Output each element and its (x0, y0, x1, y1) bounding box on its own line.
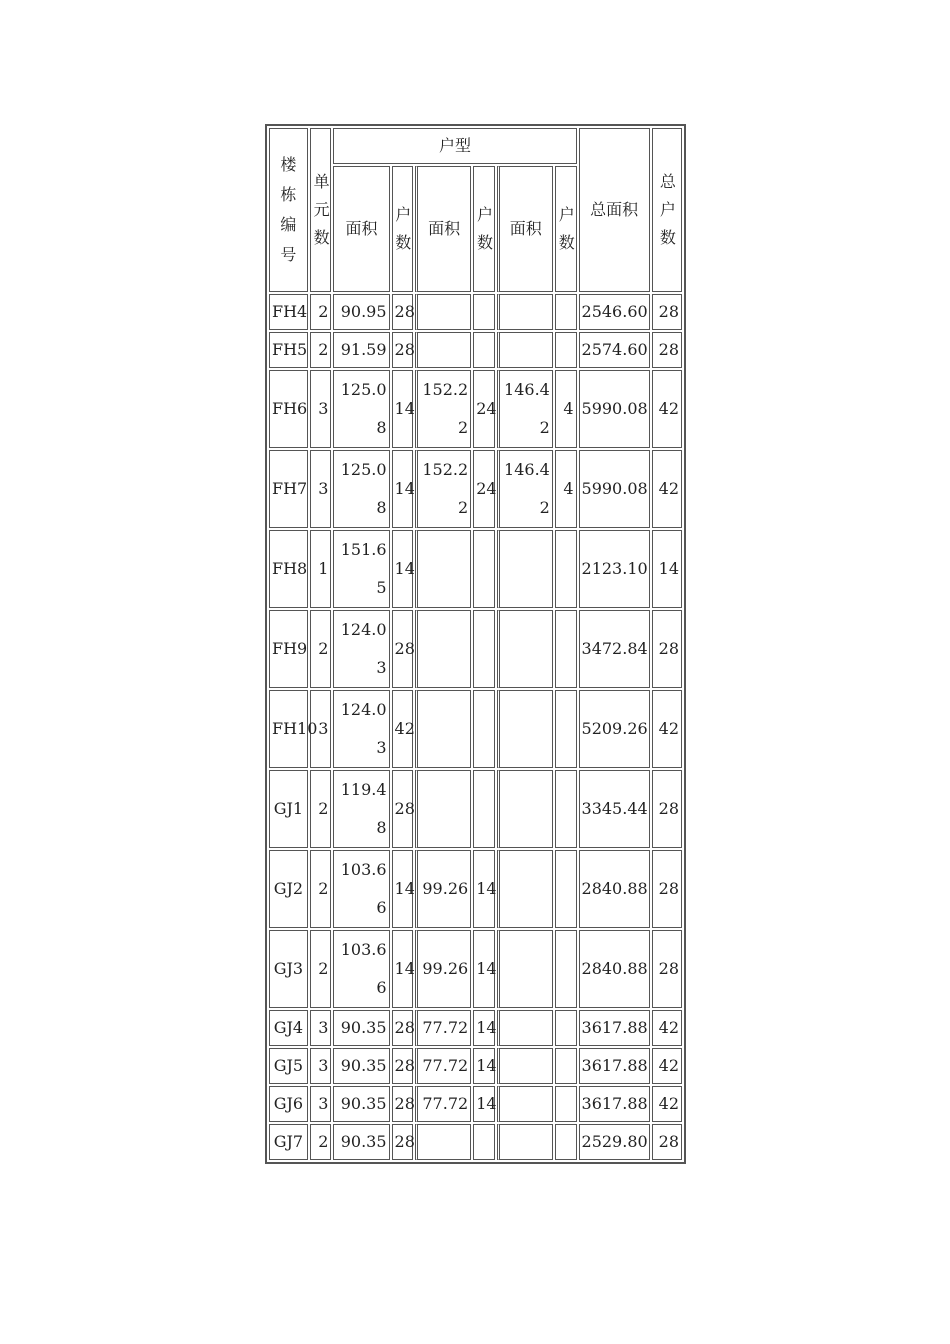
households-2-cell (473, 1124, 495, 1160)
households-3-cell (555, 930, 577, 1008)
building-cell (269, 850, 308, 928)
total-households-cell-text: 28 (658, 302, 679, 321)
area-1-cell (333, 850, 389, 928)
area-3-cell (497, 770, 553, 848)
units-cell-text: 2 (318, 302, 329, 321)
households-2-cell-text: 24 (476, 399, 497, 418)
building-cell-text: FH10 (272, 719, 318, 738)
table-row (269, 770, 682, 848)
area-2-cell (415, 770, 471, 848)
households-3-cell (555, 610, 577, 688)
area-3-cell (497, 930, 553, 1008)
area-2-cell (415, 294, 471, 330)
units-cell-text: 3 (318, 719, 329, 738)
building-cell-text: FH5 (272, 340, 308, 359)
building-cell-text: GJ5 (273, 1056, 304, 1075)
units-cell (310, 1048, 332, 1084)
total-households-cell (652, 1124, 682, 1160)
households-1-cell (392, 370, 414, 448)
area-1-cell-text: 103.66 (340, 860, 387, 917)
area-1-cell-text: 124.03 (340, 620, 387, 677)
total-households-cell (652, 530, 682, 608)
units-cell-text: 3 (318, 479, 329, 498)
households-1-cell-text: 14 (394, 879, 415, 898)
households-1-cell-text: 14 (394, 479, 415, 498)
households-1-cell (392, 332, 414, 368)
building-cell-text: GJ4 (273, 1018, 304, 1037)
total-area-cell-text: 3617.88 (581, 1094, 648, 1113)
total-households-cell-text: 42 (658, 1056, 679, 1075)
units-cell-text: 2 (318, 1132, 329, 1151)
table-row (269, 850, 682, 928)
households-2-cell (473, 1086, 495, 1122)
units-cell-text: 3 (318, 1018, 329, 1037)
building-cell-text: FH8 (272, 559, 308, 578)
households-1-cell (392, 690, 414, 768)
total-households-cell-text: 28 (658, 1132, 679, 1151)
households-1-cell (392, 850, 414, 928)
total-households-cell (652, 370, 682, 448)
unit-table-container (265, 124, 686, 1157)
households-2-cell-text: 14 (476, 879, 497, 898)
building-cell (269, 930, 308, 1008)
total-households-cell-text: 42 (658, 1018, 679, 1037)
households-2-cell-text: 14 (476, 1018, 497, 1037)
units-cell-text: 1 (318, 559, 329, 578)
households-1-cell (392, 610, 414, 688)
header-area-2: 面积 (415, 166, 471, 292)
households-2-cell (473, 332, 495, 368)
area-1-cell-text: 90.35 (340, 1094, 387, 1113)
households-3-cell (555, 770, 577, 848)
total-area-cell-text: 5990.08 (581, 479, 648, 498)
households-1-cell (392, 930, 414, 1008)
total-area-cell (579, 1086, 650, 1122)
households-2-cell (473, 850, 495, 928)
units-cell (310, 930, 332, 1008)
building-cell-text: GJ1 (273, 799, 304, 818)
total-households-cell-text: 42 (658, 399, 679, 418)
building-cell (269, 610, 308, 688)
households-1-cell-text: 28 (394, 799, 415, 818)
units-cell (310, 770, 332, 848)
units-cell (310, 294, 332, 330)
area-1-cell-text: 119.48 (340, 780, 387, 837)
header-row-1 (269, 128, 682, 164)
total-area-cell (579, 1048, 650, 1084)
units-cell-text: 3 (318, 1056, 329, 1075)
building-cell (269, 1124, 308, 1160)
households-3-cell (555, 450, 577, 528)
area-3-cell (497, 294, 553, 330)
units-cell-text: 3 (318, 1094, 329, 1113)
area-1-cell (333, 370, 389, 448)
total-households-cell (652, 610, 682, 688)
table-row (269, 1086, 682, 1122)
table-row (269, 1124, 682, 1160)
households-3-cell-text: 4 (563, 479, 574, 498)
area-3-cell (497, 610, 553, 688)
total-households-cell (652, 332, 682, 368)
area-2-cell (415, 1010, 471, 1046)
area-2-cell-text: 77.72 (422, 1056, 469, 1075)
building-cell (269, 1086, 308, 1122)
households-2-cell (473, 690, 495, 768)
households-3-cell (555, 530, 577, 608)
area-2-cell (415, 1048, 471, 1084)
households-1-cell (392, 1124, 414, 1160)
total-area-cell-text: 2529.80 (581, 1132, 648, 1151)
households-2-cell (473, 770, 495, 848)
units-cell-text: 2 (318, 799, 329, 818)
total-households-cell-text: 42 (658, 719, 679, 738)
total-households-cell (652, 294, 682, 330)
total-households-cell-text: 28 (658, 959, 679, 978)
households-1-cell-text: 42 (394, 719, 415, 738)
area-1-cell-text: 90.35 (340, 1056, 387, 1075)
area-2-cell-text: 77.72 (422, 1094, 469, 1113)
total-area-cell (579, 450, 650, 528)
total-area-cell-text: 2840.88 (581, 959, 648, 978)
building-cell-text: FH4 (272, 302, 308, 321)
total-area-cell-text: 3617.88 (581, 1018, 648, 1037)
households-1-cell-text: 28 (394, 639, 415, 658)
households-2-cell (473, 1010, 495, 1046)
total-households-cell (652, 930, 682, 1008)
total-area-cell (579, 370, 650, 448)
area-2-cell (415, 1124, 471, 1160)
area-2-cell (415, 530, 471, 608)
units-cell (310, 1124, 332, 1160)
header-households-3: 户数 (555, 166, 577, 292)
header-households-2: 户数 (473, 166, 495, 292)
area-2-cell (415, 850, 471, 928)
units-cell (310, 1010, 332, 1046)
households-1-cell (392, 1048, 414, 1084)
area-1-cell-text: 91.59 (340, 340, 387, 359)
households-1-cell-text: 28 (394, 302, 415, 321)
header-total-area: 总面积 (579, 128, 650, 292)
units-cell-text: 2 (318, 639, 329, 658)
area-2-cell-text: 152.22 (422, 380, 469, 437)
units-cell (310, 1086, 332, 1122)
table-row (269, 450, 682, 528)
households-2-cell (473, 530, 495, 608)
area-1-cell (333, 1010, 389, 1046)
area-2-cell (415, 1086, 471, 1122)
households-2-cell (473, 610, 495, 688)
area-1-cell (333, 610, 389, 688)
building-cell (269, 1048, 308, 1084)
households-2-cell (473, 450, 495, 528)
total-households-cell (652, 1086, 682, 1122)
area-1-cell (333, 770, 389, 848)
total-households-cell (652, 1048, 682, 1084)
units-cell-text: 3 (318, 399, 329, 418)
units-cell-text: 2 (318, 879, 329, 898)
area-2-cell-text: 99.26 (422, 959, 469, 978)
total-households-cell-text: 42 (658, 479, 679, 498)
area-3-cell-text: 146.42 (504, 460, 550, 517)
area-3-cell (497, 690, 553, 768)
area-1-cell (333, 930, 389, 1008)
total-area-cell-text: 5209.26 (581, 719, 648, 738)
area-1-cell-text: 125.08 (340, 380, 387, 437)
units-cell (310, 450, 332, 528)
total-area-cell (579, 1124, 650, 1160)
area-2-cell (415, 370, 471, 448)
total-households-cell-text: 28 (658, 639, 679, 658)
households-3-cell (555, 1010, 577, 1046)
households-2-cell-text: 14 (476, 1056, 497, 1075)
total-households-cell-text: 28 (658, 340, 679, 359)
area-2-cell (415, 332, 471, 368)
units-cell (310, 530, 332, 608)
area-3-cell (497, 1010, 553, 1046)
building-cell (269, 770, 308, 848)
total-area-cell-text: 5990.08 (581, 399, 648, 418)
building-cell (269, 450, 308, 528)
area-1-cell-text: 103.66 (340, 940, 387, 997)
households-3-cell (555, 332, 577, 368)
area-2-cell-text: 99.26 (422, 879, 469, 898)
table-row (269, 690, 682, 768)
total-area-cell (579, 850, 650, 928)
area-3-cell (497, 332, 553, 368)
building-cell-text: GJ3 (273, 959, 304, 978)
households-2-cell (473, 370, 495, 448)
households-1-cell-text: 14 (394, 959, 415, 978)
total-households-cell-text: 28 (658, 879, 679, 898)
area-3-cell-text: 146.42 (504, 380, 550, 437)
building-cell-text: FH9 (272, 639, 308, 658)
area-2-cell (415, 450, 471, 528)
building-cell (269, 1010, 308, 1046)
building-cell (269, 370, 308, 448)
total-area-cell-text: 2123.10 (581, 559, 648, 578)
header-area-1: 面积 (333, 166, 389, 292)
total-area-cell (579, 530, 650, 608)
total-area-cell (579, 690, 650, 768)
households-1-cell-text: 28 (394, 1056, 415, 1075)
building-cell-text: GJ2 (273, 879, 304, 898)
area-2-cell (415, 610, 471, 688)
households-3-cell (555, 690, 577, 768)
households-2-cell (473, 294, 495, 330)
area-3-cell (497, 1048, 553, 1084)
total-area-cell (579, 1010, 650, 1046)
units-cell-text: 2 (318, 959, 329, 978)
table-row (269, 1048, 682, 1084)
households-3-cell (555, 1124, 577, 1160)
total-households-cell (652, 690, 682, 768)
households-1-cell-text: 28 (394, 1094, 415, 1113)
households-1-cell (392, 770, 414, 848)
households-2-cell (473, 1048, 495, 1084)
area-1-cell-text: 151.65 (340, 540, 387, 597)
area-3-cell (497, 1124, 553, 1160)
units-cell-text: 2 (318, 340, 329, 359)
households-1-cell-text: 14 (394, 559, 415, 578)
area-1-cell (333, 1124, 389, 1160)
table-row (269, 530, 682, 608)
households-3-cell (555, 294, 577, 330)
households-1-cell (392, 1010, 414, 1046)
header-building: 楼栋编号 (269, 128, 308, 292)
total-area-cell (579, 332, 650, 368)
total-area-cell (579, 294, 650, 330)
table-row (269, 1010, 682, 1046)
area-1-cell (333, 1048, 389, 1084)
total-area-cell (579, 930, 650, 1008)
households-1-cell-text: 28 (394, 1132, 415, 1151)
table-row (269, 930, 682, 1008)
header-area-3: 面积 (497, 166, 553, 292)
area-1-cell (333, 690, 389, 768)
area-3-cell (497, 530, 553, 608)
households-2-cell-text: 14 (476, 1094, 497, 1113)
households-1-cell (392, 450, 414, 528)
households-1-cell-text: 14 (394, 399, 415, 418)
area-1-cell (333, 1086, 389, 1122)
units-cell (310, 370, 332, 448)
households-1-cell (392, 530, 414, 608)
households-3-cell (555, 850, 577, 928)
total-area-cell (579, 610, 650, 688)
area-1-cell-text: 124.03 (340, 700, 387, 757)
households-2-cell-text: 24 (476, 479, 497, 498)
total-households-cell-text: 28 (658, 799, 679, 818)
building-cell-text: FH7 (272, 479, 308, 498)
area-2-cell-text: 152.22 (422, 460, 469, 517)
households-3-cell (555, 1048, 577, 1084)
units-cell (310, 610, 332, 688)
area-3-cell (497, 850, 553, 928)
building-cell (269, 294, 308, 330)
area-3-cell (497, 1086, 553, 1122)
area-1-cell (333, 294, 389, 330)
area-2-cell (415, 930, 471, 1008)
header-total-households: 总户数 (652, 128, 682, 292)
households-3-cell-text: 4 (563, 399, 574, 418)
units-cell (310, 332, 332, 368)
total-households-cell-text: 14 (658, 559, 679, 578)
area-3-cell (497, 450, 553, 528)
total-households-cell (652, 450, 682, 528)
households-1-cell-text: 28 (394, 1018, 415, 1037)
table-row (269, 610, 682, 688)
building-cell (269, 530, 308, 608)
area-3-cell (497, 370, 553, 448)
header-unit-type: 户型 (333, 128, 576, 164)
total-area-cell-text: 3472.84 (581, 639, 648, 658)
total-households-cell-text: 42 (658, 1094, 679, 1113)
households-1-cell (392, 1086, 414, 1122)
total-area-cell (579, 770, 650, 848)
total-area-cell-text: 2546.60 (581, 302, 648, 321)
area-1-cell-text: 125.08 (340, 460, 387, 517)
area-1-cell-text: 90.35 (340, 1018, 387, 1037)
households-3-cell (555, 370, 577, 448)
total-area-cell-text: 3345.44 (581, 799, 648, 818)
total-households-cell (652, 770, 682, 848)
table-row (269, 332, 682, 368)
total-area-cell-text: 2574.60 (581, 340, 648, 359)
table-row (269, 370, 682, 448)
area-1-cell (333, 450, 389, 528)
total-area-cell-text: 2840.88 (581, 879, 648, 898)
area-1-cell (333, 530, 389, 608)
building-cell (269, 332, 308, 368)
building-cell-text: FH6 (272, 399, 308, 418)
area-1-cell-text: 90.95 (340, 302, 387, 321)
header-households-1: 户数 (392, 166, 414, 292)
households-2-cell-text: 14 (476, 959, 497, 978)
households-2-cell (473, 930, 495, 1008)
header-units: 单元数 (310, 128, 332, 292)
building-cell-text: GJ7 (273, 1132, 304, 1151)
area-2-cell (415, 690, 471, 768)
total-households-cell (652, 1010, 682, 1046)
table-row (269, 294, 682, 330)
unit-table (265, 124, 686, 1164)
units-cell (310, 850, 332, 928)
area-1-cell-text: 90.35 (340, 1132, 387, 1151)
households-3-cell (555, 1086, 577, 1122)
total-households-cell (652, 850, 682, 928)
households-1-cell (392, 294, 414, 330)
area-2-cell-text: 77.72 (422, 1018, 469, 1037)
building-cell (269, 690, 318, 768)
total-area-cell-text: 3617.88 (581, 1056, 648, 1075)
building-cell-text: GJ6 (273, 1094, 304, 1113)
area-1-cell (333, 332, 389, 368)
households-1-cell-text: 28 (394, 340, 415, 359)
